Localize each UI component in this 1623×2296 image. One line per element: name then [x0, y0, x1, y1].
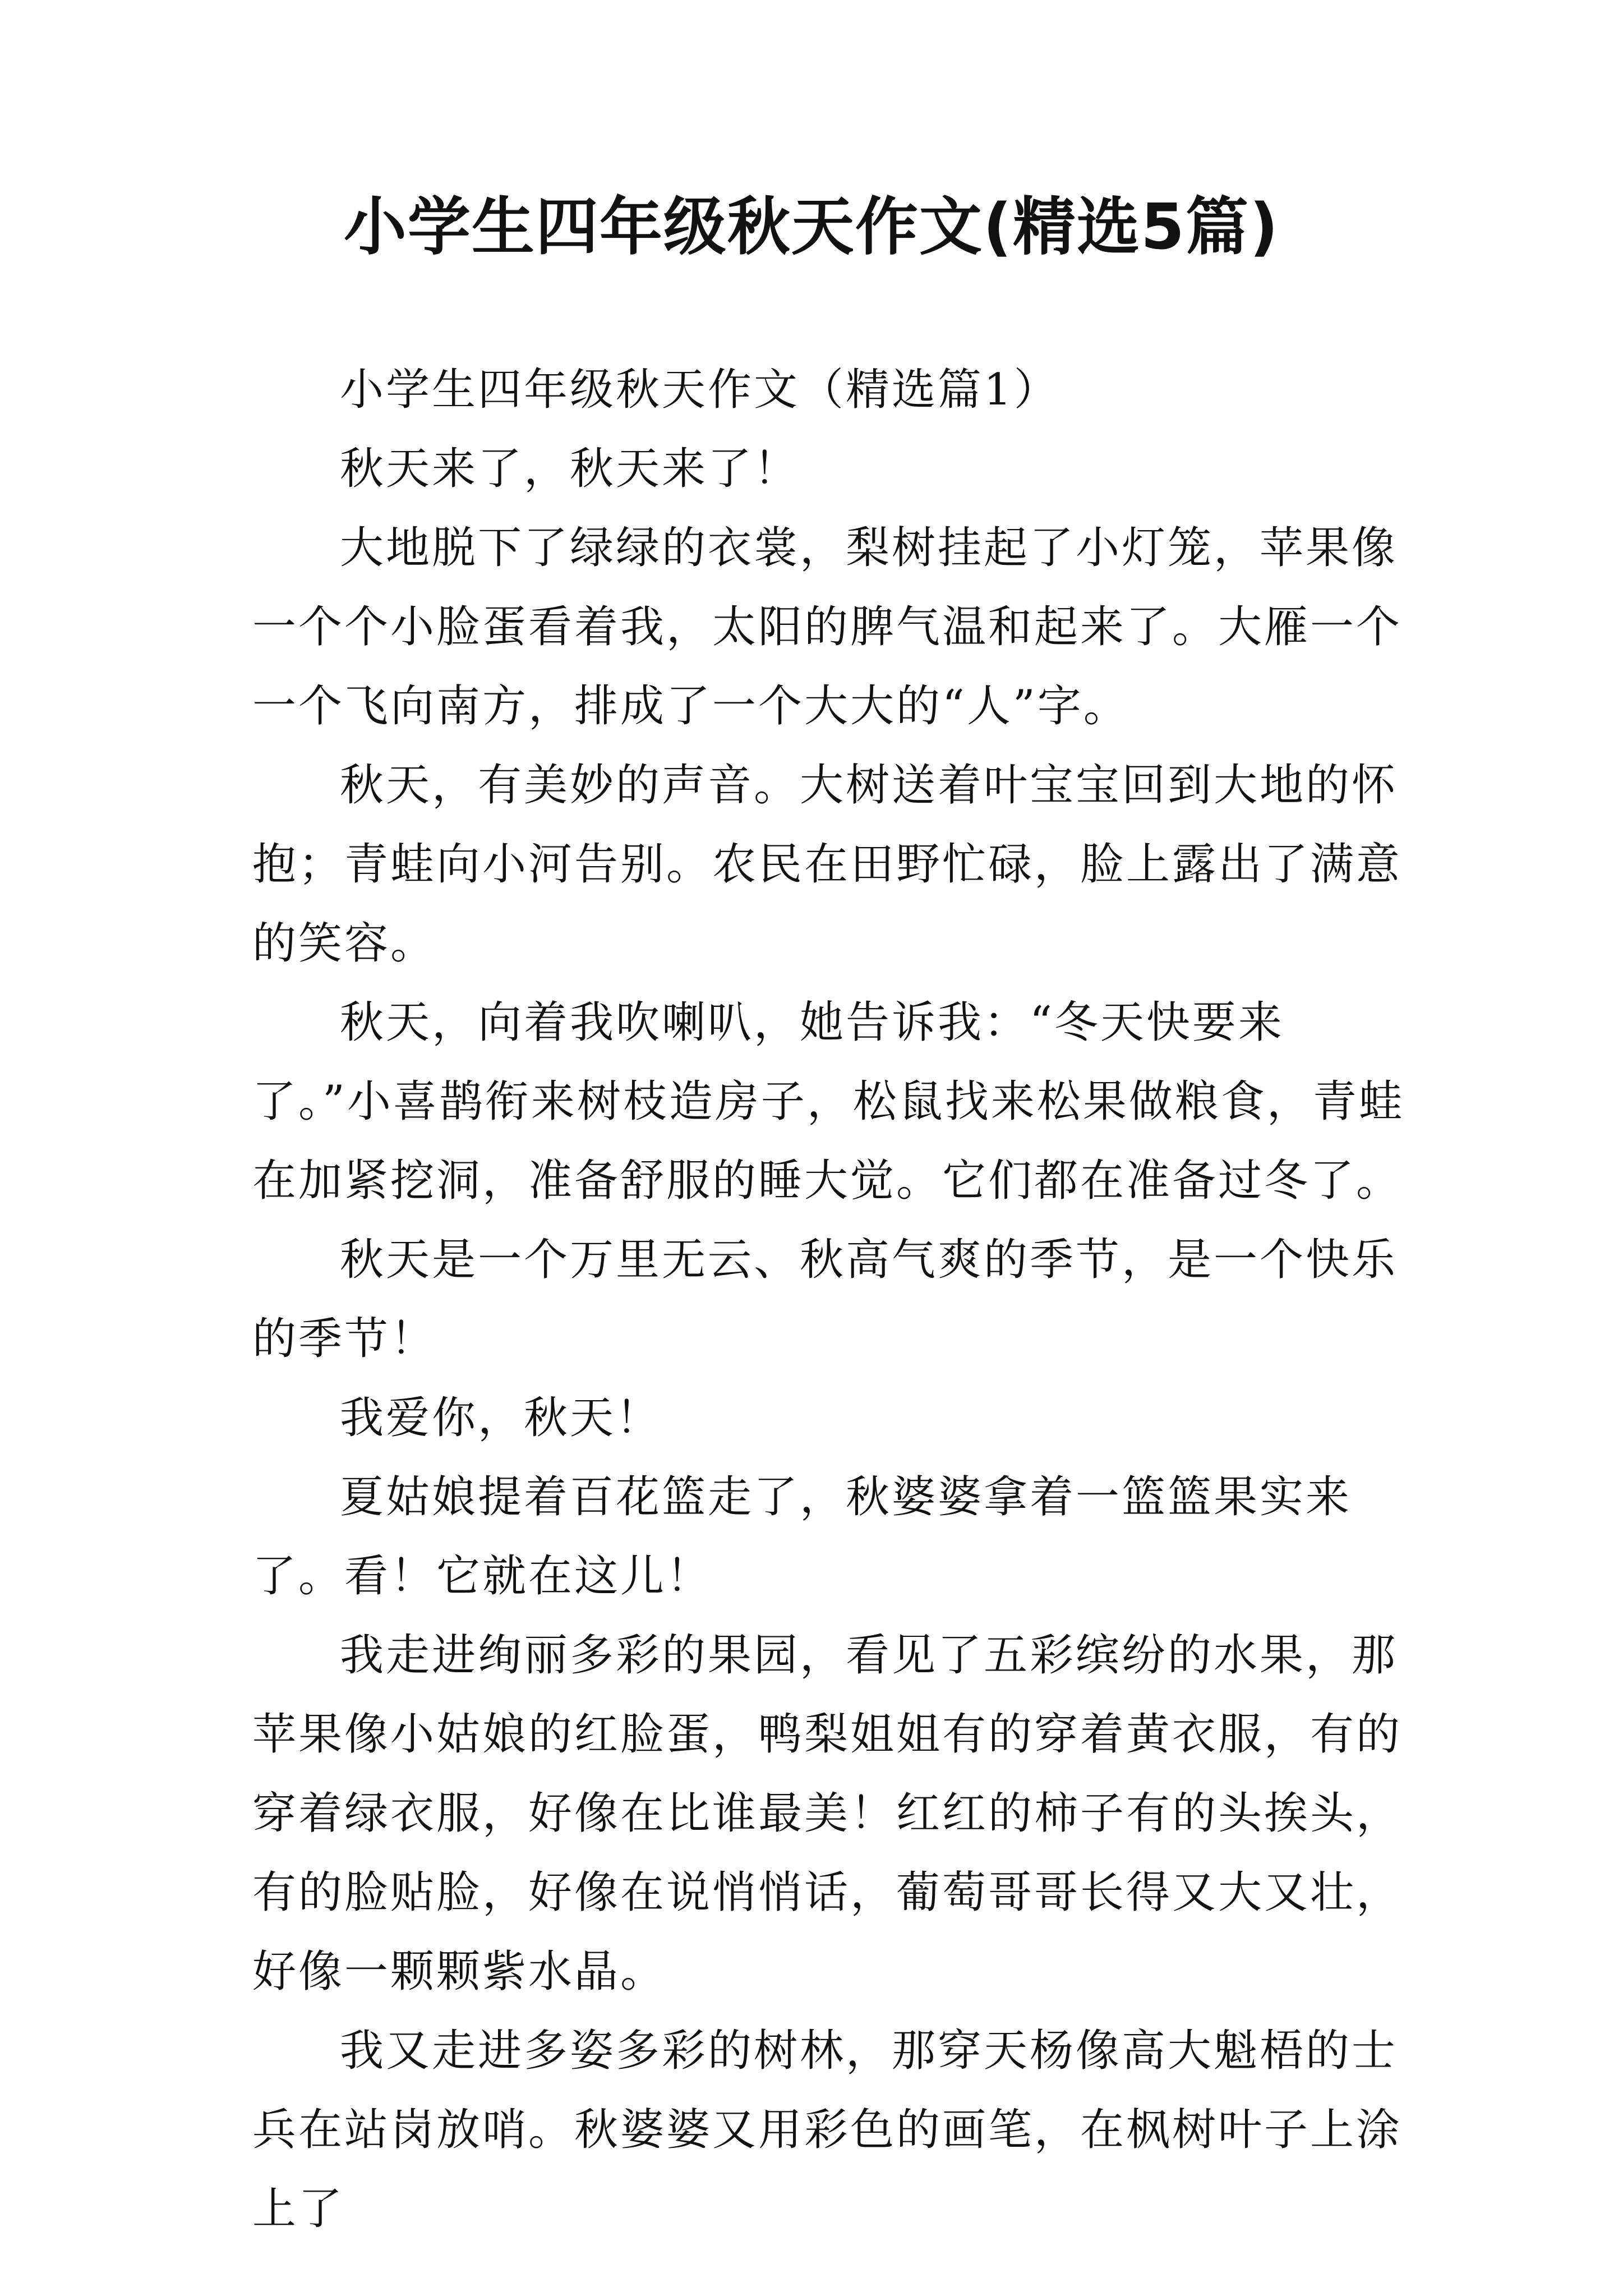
paragraph: 秋天，有美妙的声音。大树送着叶宝宝回到大地的怀抱；青蛙向小河告别。农民在田野忙碌，脸上露出了满意的笑容。 — [252, 760, 1403, 969]
paragraph: 大地脱下了绿绿的衣裳，梨树挂起了小灯笼，苹果像一个个小脸蛋看着我，太阳的脾气温和起来了。大雁一个一个飞向南方，排成了一个大大的“人”字。 — [252, 523, 1403, 731]
paragraph: 秋天来了，秋天来了！ — [340, 444, 800, 494]
paragraph: 秋天是一个万里无云、秋高气爽的季节，是一个快乐的季节！ — [252, 1235, 1398, 1364]
paragraph: 秋天，向着我吹喇叭，她告诉我：“冬天快要来了。”小喜鹊衔来树枝造房子，松鼠找来松果做粮食，青蛙在加紧挖洞，准备舒服的睡大觉。它们都在准备过冬了。 — [252, 997, 1405, 1206]
paragraph: 夏姑娘提着百花篮走了，秋婆婆拿着一篮篮果实来了。看！它就在这儿！ — [252, 1472, 1352, 1602]
paragraph: 我爱你，秋天！ — [340, 1393, 662, 1443]
paragraph: 我走进绚丽多彩的果园，看见了五彩缤纷的水果，那苹果像小姑娘的红脸蛋，鸭梨姐姐有的穿着黄衣服，有的穿着绿衣服，好像在比谁最美！红红的柿子有的头挨头，有的脸贴脸，好像在说悄悄话，葡萄哥哥长得又大又壮，好像一颗颗紫水晶。 — [252, 1630, 1403, 1997]
paragraph: 我又走进多姿多彩的树林，那穿天杨像高大魁梧的士兵在站岗放哨。秋婆婆又用彩色的画笔，在枫树叶子上涂上了 — [252, 2026, 1403, 2234]
document-body — [252, 351, 1408, 2249]
document-title: 小学生四年级秋天作文(精选5篇) — [343, 191, 1280, 264]
paragraph-section-heading: 小学生四年级秋天作文（精选篇1） — [340, 365, 1060, 415]
